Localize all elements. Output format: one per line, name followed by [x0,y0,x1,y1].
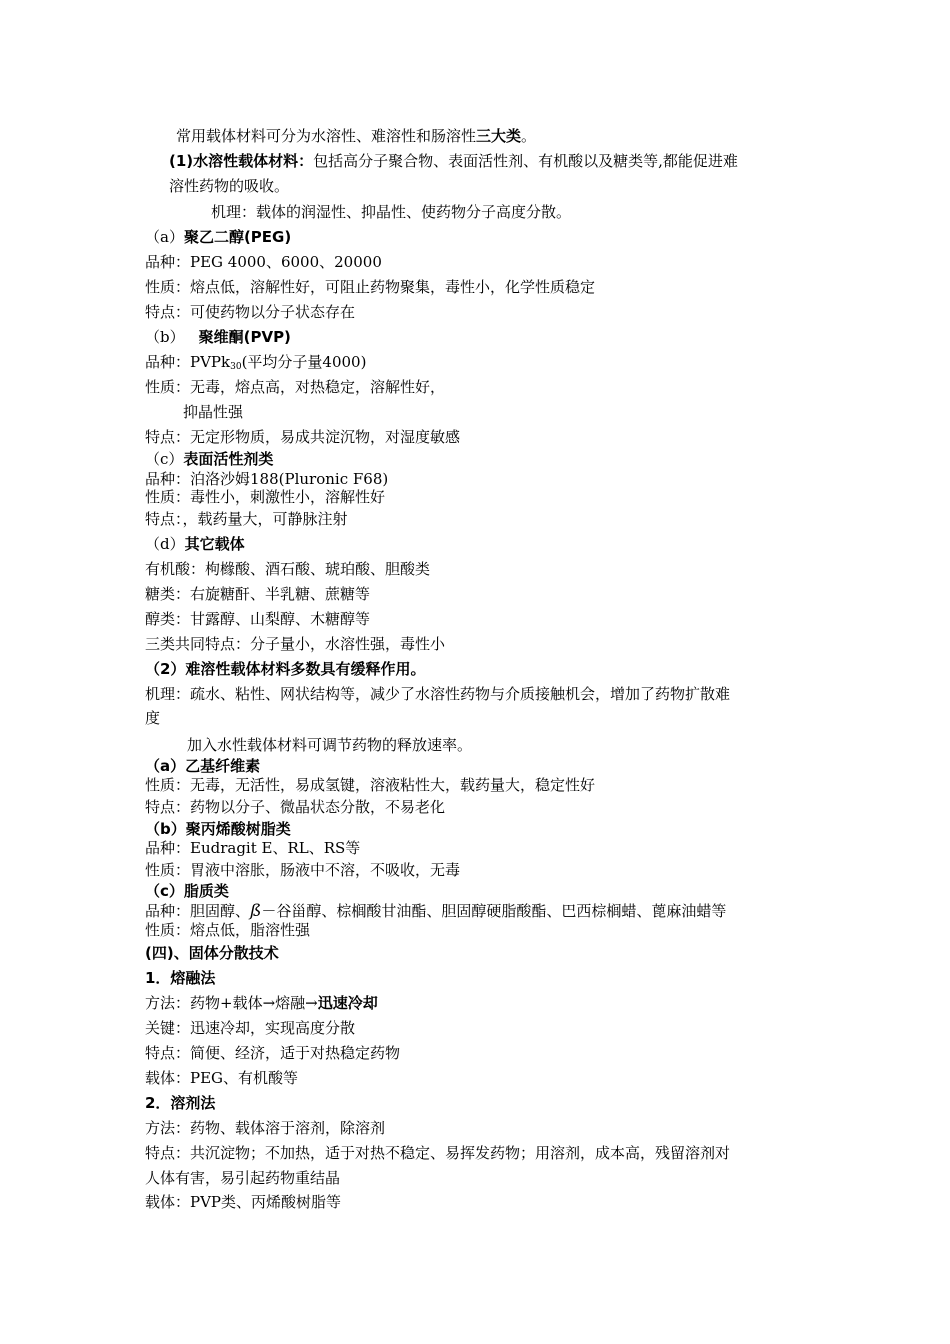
m1-key: 关键：迅速冷却，实现高度分散 [145,1019,356,1037]
s1b-property: 性质：无毒，熔点高，对热稳定，溶解性好， [145,378,446,396]
s2-note: 加入水性载体材料可调节药物的释放速率。 [187,736,473,754]
s1c-label: （c） [145,450,184,468]
s1a-title: 聚乙二醇(PEG) [183,228,292,246]
s2c-title: （c）脂质类 [145,882,229,900]
s2a-feature: 特点：药物以分子、微晶状态分散，不易老化 [145,798,446,816]
s1a-heading [145,227,291,247]
s1d-common: 三类共同特点：分子量小，水溶性强，毒性小 [145,635,446,653]
s1b-title: 聚维酮(PVP) [198,328,291,346]
m2-feature: 特点：共沉淀物；不加热，适于对热不稳定、易挥发药物；用溶剂，成本高，残留溶剂对 [145,1144,731,1162]
s1d-alcohols: 醇类：甘露醇、山梨醇、木糖醇等 [145,610,371,628]
s1c-property: 性质：毒性小，刺激性小，溶解性好 [145,488,386,506]
s2-heading: （2）难溶性载体材料多数具有缓释作用。 [145,660,426,678]
s1b-variety: 品种：PVPk$_{30}$(平均分子量4000) [145,353,367,372]
s2b-title: （b）聚丙烯酸树脂类 [145,820,291,838]
s1b-property-cont: 抑晶性强 [183,403,244,421]
m2-method: 方法：药物、载体溶于溶剂，除溶剂 [145,1119,386,1137]
s1c-variety: 品种：泊洛沙姆188(Pluronic F68) [145,470,389,488]
s1a-label: （a） [145,228,184,246]
intro-end: 。 [521,127,537,145]
s1d-title: 其它载体 [184,535,245,553]
m2-title: 2．溶剂法 [145,1094,216,1112]
m1-feature: 特点：简便、经济，适于对热稳定药物 [145,1044,401,1062]
s1b-heading [145,327,291,347]
m2-carrier: 载体：PVP类、丙烯酸树脂等 [145,1193,342,1211]
s2-mechanism: 机理：疏水、粘性、网状结构等，减少了水溶性药物与介质接触机会，增加了药物扩散难 [145,685,731,703]
s1d-heading [145,534,245,554]
s2b-property: 性质：胃液中溶胀，肠液中不溶，不吸收，无毒 [145,861,461,879]
beta-symbol: ß [250,901,262,921]
intro-line [176,126,536,146]
s1b-feature: 特点：无定形物质，易成共淀沉物，对湿度敏感 [145,428,461,446]
intro-text: 常用载体材料可分为水溶性、难溶性和肠溶性 [176,127,477,145]
s2c-variety: 品种：胆固醇、ß－谷甾醇、棕榈酸甘油酯、胆固醇硬脂酸酯、巴西棕榈蜡、蓖麻油蜡等 [145,901,727,921]
m2-feature-cont: 人体有害，易引起药物重结晶 [145,1169,341,1187]
s2c-property: 性质：熔点低，脂溶性强 [145,921,311,939]
s1a-variety: 品种：PEG 4000、6000、20000 [145,253,382,271]
s4-heading: (四)、固体分散技术 [145,944,279,962]
s2a-title: （a）乙基纤维素 [145,757,261,775]
s1-heading-cont: 溶性药物的吸收。 [169,177,290,195]
m1-title: 1．熔融法 [145,969,216,987]
s1-heading [169,151,738,171]
s1a-feature: 特点：可使药物以分子状态存在 [145,303,356,321]
s1-mechanism: 机理：载体的润湿性、抑晶性、使药物分子高度分散。 [211,203,572,221]
s1d-acids: 有机酸：枸橼酸、酒石酸、琥珀酸、胆酸类 [145,560,431,578]
s1b-label: （b） [145,328,185,346]
s2a-property: 性质：无毒，无活性，易成氢键，溶液粘性大，载药量大，稳定性好 [145,776,596,794]
s2b-variety: 品种：Eudragit E、RL、RS等 [145,839,361,857]
s1-heading-text: 包括高分子聚合物、表面活性剂、有机酸以及糖类等,都能促进难 [313,152,738,170]
s1a-property: 性质：熔点低，溶解性好，可阻止药物聚集，毒性小，化学性质稳定 [145,278,596,296]
s1c-title: 表面活性剂类 [183,450,274,468]
s1c-feature: 特点：，载药量大，可静脉注射 [145,510,348,528]
s1c-heading [145,449,273,469]
s1d-sugars: 糖类：右旋糖酐、半乳糖、蔗糖等 [145,585,371,603]
s2-mechanism-cont: 度 [145,709,161,727]
intro-bold: 三大类 [476,127,522,145]
s1d-label: （d） [145,535,185,553]
m1-carrier: 载体：PEG、有机酸等 [145,1069,299,1087]
m1-method: 方法：药物+载体→熔融→迅速冷却 [145,994,378,1012]
s1-heading-bold: (1)水溶性载体材料： [169,152,314,170]
